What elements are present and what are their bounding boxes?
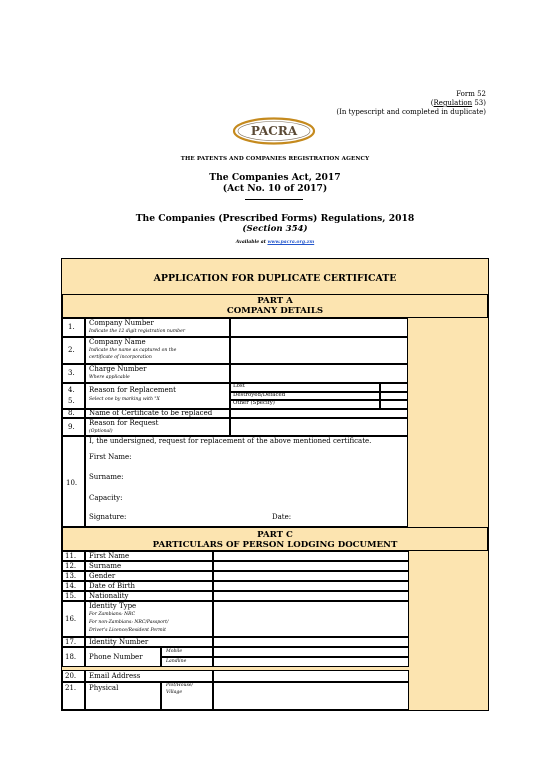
option-other-label: Other (Specify) xyxy=(233,400,275,406)
plot-house-field[interactable] xyxy=(213,682,409,710)
option-lost-label: Lost xyxy=(233,383,245,389)
logo-text: PACRA xyxy=(250,124,298,138)
reason-request-hint: (Optional) xyxy=(89,429,113,434)
company-name-field[interactable] xyxy=(230,337,408,364)
row-11-number: 11. xyxy=(65,552,77,560)
reason-replacement-hint: Select one by marking with "X xyxy=(89,397,160,402)
row-18-number: 18. xyxy=(65,653,77,661)
row-21-number: 21. xyxy=(65,684,77,692)
charge-number-hint: Where applicable xyxy=(89,375,130,380)
act-number: (Act No. 10 of 2017) xyxy=(222,183,328,194)
row-2-number: 2. xyxy=(68,346,75,354)
nationality-field[interactable] xyxy=(213,591,409,601)
row-8-number: 8. xyxy=(68,409,75,417)
company-number-field[interactable] xyxy=(230,318,408,337)
form-title: APPLICATION FOR DUPLICATE CERTIFICATE xyxy=(153,273,397,284)
act-title: The Companies Act, 2017 xyxy=(209,172,341,183)
company-number-hint: Indicate the 12 digit registration number xyxy=(89,329,186,334)
lodger-surname-field[interactable] xyxy=(213,561,409,571)
identity-number-field[interactable] xyxy=(213,637,409,647)
certificate-name-label: Name of Certificate to be replaced xyxy=(89,409,213,417)
identity-type-hint-1: For Zambians: NRC xyxy=(89,612,136,617)
reason-request-label: Reason for Request xyxy=(89,419,159,427)
company-name-hint-2: certificate of incorporation xyxy=(89,355,152,360)
declarant-capacity-label: Capacity: xyxy=(89,494,123,502)
row-1-number: 1. xyxy=(68,323,75,331)
physical-address-label: Physical xyxy=(89,684,119,692)
landline-field[interactable] xyxy=(213,657,409,667)
identity-number-label: Identity Number xyxy=(89,638,149,646)
identity-type-hint-3: Driver's Licence/Resident Permit xyxy=(89,628,166,633)
identity-type-hint-2: For non-Zambians: NRC/Passport/ xyxy=(89,620,169,625)
part-a-title: PART A xyxy=(257,296,293,306)
plot-house-label-2: Village xyxy=(166,690,183,695)
row-3-number: 3. xyxy=(68,369,75,377)
row-16-number: 16. xyxy=(65,615,77,623)
signature-label: Signature: xyxy=(89,513,127,521)
declarant-surname-label: Surname: xyxy=(89,473,124,481)
row-20-number: 20. xyxy=(65,672,77,680)
company-number-label: Company Number xyxy=(89,319,154,327)
row-9-number: 9. xyxy=(68,423,75,431)
regulations-title: The Companies (Prescribed Forms) Regulations, 2018 xyxy=(135,213,415,224)
form-reference xyxy=(336,90,486,117)
row-15-number: 15. xyxy=(65,592,77,600)
reason-replacement-label: Reason for Replacement xyxy=(89,386,176,394)
row-5-number: 5. xyxy=(68,397,75,405)
identity-type-label: Identity Type xyxy=(89,602,137,610)
row-10-number: 10. xyxy=(66,479,78,487)
gender-field[interactable] xyxy=(213,571,409,581)
divider xyxy=(245,199,303,200)
mobile-field[interactable] xyxy=(213,647,409,657)
option-destroyed-label: Destroyed/Defaced xyxy=(233,391,286,398)
option-destroyed-checkbox[interactable] xyxy=(380,392,408,400)
lodger-surname-label: Surname xyxy=(89,562,122,570)
section-reference: (Section 354) xyxy=(242,224,308,234)
form-number: Form 52 xyxy=(456,90,486,98)
option-other-checkbox[interactable] xyxy=(380,400,408,409)
nationality-label: Nationality xyxy=(89,592,129,600)
option-lost-checkbox[interactable] xyxy=(380,383,408,392)
website-link[interactable]: www.pacra.org.zm xyxy=(267,240,315,245)
company-name-hint-1: Indicate the name as captured on the xyxy=(89,348,177,353)
reason-request-field[interactable] xyxy=(230,418,408,436)
declaration-text: I, the undersigned, request for replacement of the above mentioned certificate. xyxy=(89,437,372,445)
regulation-link[interactable]: Regulation xyxy=(433,99,473,107)
mobile-label: Mobile xyxy=(166,649,183,654)
lodger-first-name-label: First Name xyxy=(89,552,130,560)
part-a-subtitle: COMPANY DETAILS xyxy=(226,306,324,316)
email-address-label: Email Address xyxy=(89,672,141,680)
date-of-birth-field[interactable] xyxy=(213,581,409,591)
charge-number-field[interactable] xyxy=(230,364,408,383)
part-c-subtitle: PARTICULARS OF PERSON LODGING DOCUMENT xyxy=(152,540,398,550)
declaration-cell xyxy=(85,436,408,527)
pacra-logo xyxy=(232,117,316,145)
form-instruction: (In typescript and completed in duplicate) xyxy=(336,108,486,116)
plot-house-label-1: Plot/House/ xyxy=(166,683,194,688)
identity-type-field[interactable] xyxy=(213,601,409,637)
date-of-birth-label: Date of Birth xyxy=(89,582,136,590)
application-form xyxy=(61,258,489,711)
certificate-name-field[interactable] xyxy=(230,409,408,418)
date-label: Date: xyxy=(272,513,292,521)
landline-label: Landline xyxy=(166,659,187,664)
row-4-number: 4. xyxy=(68,386,75,394)
regulation-reference: (Regulation 53) xyxy=(430,99,486,107)
email-address-field[interactable] xyxy=(213,670,409,682)
charge-number-label: Charge Number xyxy=(89,365,147,373)
row-13-number: 13. xyxy=(65,572,77,580)
row-14-number: 14. xyxy=(65,582,77,590)
gender-label: Gender xyxy=(89,572,116,580)
option-lost-cell xyxy=(230,383,380,392)
row-17-number: 17. xyxy=(65,638,77,646)
declarant-first-name-label: First Name: xyxy=(89,453,132,461)
phone-number-label: Phone Number xyxy=(89,653,143,661)
part-c-title: PART C xyxy=(257,530,293,540)
lodger-first-name-field[interactable] xyxy=(213,551,409,561)
company-name-label: Company Name xyxy=(89,338,146,346)
agency-name: THE PATENTS AND COMPANIES REGISTRATION AGENCY xyxy=(180,156,370,162)
availability-note: Available at www.pacra.org.zm xyxy=(235,240,315,245)
row-12-number: 12. xyxy=(65,562,77,570)
